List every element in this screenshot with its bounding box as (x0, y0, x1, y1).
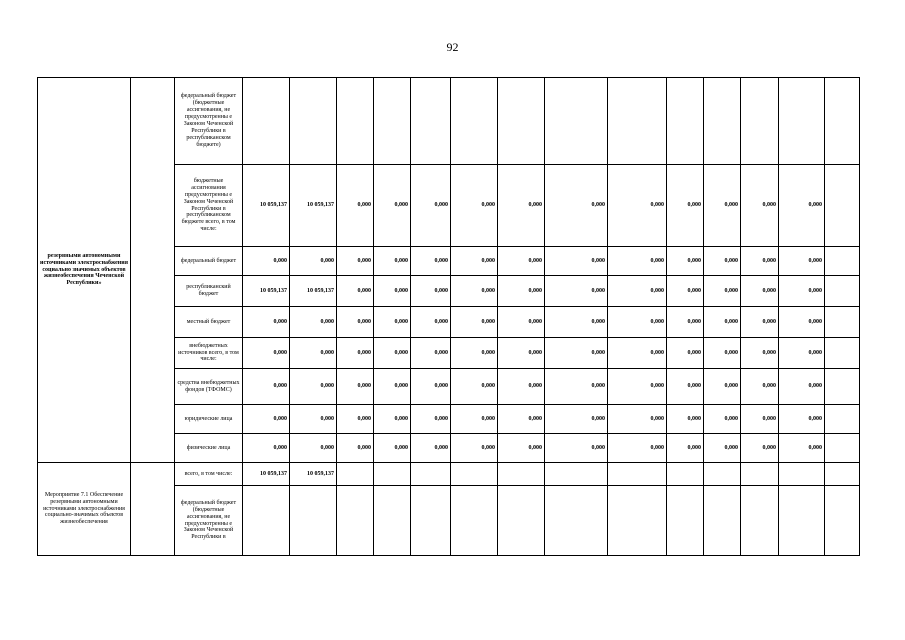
value-cell: 0,000 (337, 276, 374, 307)
funding-source-cell: республиканский бюджет (175, 276, 243, 307)
value-cell: 0,000 (243, 307, 290, 338)
value-cell: 0,000 (374, 276, 411, 307)
value-cell: 0,000 (498, 307, 545, 338)
value-cell (741, 463, 779, 486)
value-cell (498, 486, 545, 556)
value-cell: 0,000 (608, 405, 667, 434)
value-cell (825, 276, 860, 307)
value-cell: 0,000 (411, 405, 451, 434)
value-cell: 0,000 (741, 307, 779, 338)
value-cell: 0,000 (337, 307, 374, 338)
page-number: 92 (446, 40, 459, 54)
value-cell (608, 486, 667, 556)
value-cell: 0,000 (498, 338, 545, 369)
value-cell: 0,000 (411, 247, 451, 276)
value-cell (451, 486, 498, 556)
value-cell (545, 486, 608, 556)
value-cell: 0,000 (741, 165, 779, 247)
value-cell: 0,000 (451, 276, 498, 307)
value-cell (667, 463, 704, 486)
value-cell: 0,000 (779, 165, 825, 247)
value-cell (545, 463, 608, 486)
value-cell (451, 463, 498, 486)
value-cell (374, 463, 411, 486)
value-cell: 0,000 (704, 247, 741, 276)
value-cell (741, 486, 779, 556)
value-cell (825, 369, 860, 405)
value-cell: 0,000 (545, 405, 608, 434)
value-cell: 0,000 (374, 434, 411, 463)
value-cell: 0,000 (374, 247, 411, 276)
value-cell: 0,000 (704, 276, 741, 307)
value-cell: 0,000 (545, 165, 608, 247)
value-cell (825, 247, 860, 276)
value-cell: 0,000 (779, 369, 825, 405)
value-cell: 0,000 (411, 276, 451, 307)
value-cell: 0,000 (704, 405, 741, 434)
value-cell: 0,000 (498, 165, 545, 247)
value-cell: 0,000 (667, 434, 704, 463)
value-cell: 0,000 (243, 247, 290, 276)
value-cell: 10 059,137 (243, 276, 290, 307)
value-cell (498, 78, 545, 165)
value-cell: 0,000 (374, 165, 411, 247)
value-cell (337, 463, 374, 486)
value-cell: 0,000 (667, 247, 704, 276)
value-cell: 0,000 (411, 307, 451, 338)
value-cell: 0,000 (498, 276, 545, 307)
value-cell: 0,000 (741, 247, 779, 276)
value-cell (337, 78, 374, 165)
value-cell: 0,000 (374, 338, 411, 369)
value-cell (825, 434, 860, 463)
value-cell: 0,000 (779, 434, 825, 463)
value-cell (825, 463, 860, 486)
value-cell: 0,000 (545, 247, 608, 276)
value-cell (704, 486, 741, 556)
value-cell: 0,000 (243, 405, 290, 434)
value-cell: 0,000 (704, 338, 741, 369)
value-cell: 0,000 (337, 369, 374, 405)
value-cell: 0,000 (451, 405, 498, 434)
value-cell (290, 486, 337, 556)
value-cell: 0,000 (741, 276, 779, 307)
value-cell: 0,000 (667, 307, 704, 338)
value-cell: 0,000 (667, 165, 704, 247)
funding-source-cell: федеральный бюджет (бюджетные ассигнования, не предусмотренны е Законом Чеченской Республики в (175, 486, 243, 556)
blank-cell (131, 78, 175, 463)
value-cell: 0,000 (704, 307, 741, 338)
value-cell: 0,000 (337, 405, 374, 434)
value-cell: 0,000 (704, 434, 741, 463)
value-cell: 0,000 (243, 338, 290, 369)
value-cell (667, 78, 704, 165)
funding-source-cell: средства внебюджетных фондов (ТФОМС) (175, 369, 243, 405)
value-cell: 0,000 (498, 434, 545, 463)
value-cell: 0,000 (337, 165, 374, 247)
value-cell: 0,000 (608, 369, 667, 405)
value-cell (704, 78, 741, 165)
value-cell: 10 059,137 (290, 276, 337, 307)
value-cell: 10 059,137 (243, 463, 290, 486)
value-cell: 0,000 (290, 369, 337, 405)
value-cell: 0,000 (779, 276, 825, 307)
funding-source-cell: местный бюджет (175, 307, 243, 338)
value-cell (825, 165, 860, 247)
event-name-cell: Мероприятие 7.1 Обеспечение резервными автономными источниками электроснабжения социально-значимых объектов жизнеобеспечения (38, 463, 131, 556)
value-cell: 0,000 (290, 405, 337, 434)
value-cell (667, 486, 704, 556)
value-cell: 0,000 (779, 307, 825, 338)
value-cell (825, 486, 860, 556)
value-cell (498, 463, 545, 486)
value-cell: 0,000 (741, 434, 779, 463)
value-cell: 0,000 (779, 405, 825, 434)
value-cell: 0,000 (243, 369, 290, 405)
value-cell: 0,000 (411, 338, 451, 369)
funding-source-cell: всего, в том числе: (175, 463, 243, 486)
value-cell (337, 486, 374, 556)
value-cell: 0,000 (608, 247, 667, 276)
funding-source-cell: бюджетные ассигнования предусмотренны е Законом Чеченской Республики в республиканском бюджете всего, в том числе: (175, 165, 243, 247)
value-cell (825, 78, 860, 165)
value-cell: 0,000 (290, 434, 337, 463)
value-cell: 0,000 (704, 165, 741, 247)
value-cell: 0,000 (290, 338, 337, 369)
value-cell: 0,000 (545, 276, 608, 307)
value-cell: 0,000 (451, 165, 498, 247)
value-cell: 0,000 (608, 165, 667, 247)
value-cell: 0,000 (741, 405, 779, 434)
value-cell: 0,000 (704, 369, 741, 405)
value-cell: 0,000 (337, 338, 374, 369)
value-cell: 0,000 (411, 369, 451, 405)
value-cell: 0,000 (451, 307, 498, 338)
value-cell: 0,000 (337, 247, 374, 276)
table-row (38, 78, 860, 165)
value-cell: 0,000 (411, 165, 451, 247)
value-cell: 0,000 (545, 338, 608, 369)
value-cell: 0,000 (498, 247, 545, 276)
funding-source-cell: физические лица (175, 434, 243, 463)
value-cell (411, 78, 451, 165)
value-cell: 0,000 (451, 434, 498, 463)
value-cell: 0,000 (545, 369, 608, 405)
budget-table (37, 77, 860, 556)
value-cell (608, 463, 667, 486)
value-cell: 0,000 (374, 307, 411, 338)
value-cell (374, 486, 411, 556)
value-cell (779, 486, 825, 556)
value-cell (741, 78, 779, 165)
value-cell (374, 78, 411, 165)
value-cell (451, 78, 498, 165)
funding-source-cell: юридические лица (175, 405, 243, 434)
value-cell: 0,000 (290, 247, 337, 276)
funding-source-cell: федеральный бюджет (бюджетные ассигнования, не предусмотренны е Законом Чеченской Республики в республиканском бюджете) (175, 78, 243, 165)
value-cell (779, 78, 825, 165)
value-cell (825, 405, 860, 434)
value-cell: 0,000 (741, 369, 779, 405)
funding-source-cell: внебюджетных источников всего, в том числе: (175, 338, 243, 369)
value-cell: 0,000 (667, 276, 704, 307)
value-cell (779, 463, 825, 486)
value-cell: 0,000 (498, 405, 545, 434)
value-cell: 0,000 (545, 307, 608, 338)
value-cell (411, 463, 451, 486)
value-cell: 10 059,137 (290, 165, 337, 247)
value-cell: 0,000 (779, 247, 825, 276)
value-cell (825, 307, 860, 338)
value-cell: 0,000 (411, 434, 451, 463)
event-name-cell: резервными автономными источниками электроснабжения социально значимых объектов жизнеобеспечения Чеченской Республики» (38, 78, 131, 463)
value-cell: 10 059,137 (243, 165, 290, 247)
value-cell (608, 78, 667, 165)
value-cell: 10 059,137 (290, 463, 337, 486)
value-cell (243, 486, 290, 556)
value-cell: 0,000 (608, 276, 667, 307)
value-cell: 0,000 (451, 369, 498, 405)
funding-source-cell: федеральный бюджет (175, 247, 243, 276)
value-cell: 0,000 (451, 247, 498, 276)
value-cell: 0,000 (451, 338, 498, 369)
value-cell: 0,000 (374, 369, 411, 405)
table-row (38, 463, 860, 486)
value-cell (243, 78, 290, 165)
value-cell: 0,000 (374, 405, 411, 434)
value-cell (704, 463, 741, 486)
value-cell: 0,000 (667, 338, 704, 369)
value-cell: 0,000 (498, 369, 545, 405)
blank-cell (131, 463, 175, 556)
value-cell: 0,000 (545, 434, 608, 463)
value-cell: 0,000 (608, 434, 667, 463)
value-cell: 0,000 (290, 307, 337, 338)
value-cell (290, 78, 337, 165)
value-cell: 0,000 (779, 338, 825, 369)
value-cell: 0,000 (667, 405, 704, 434)
value-cell (411, 486, 451, 556)
value-cell: 0,000 (741, 338, 779, 369)
value-cell: 0,000 (608, 307, 667, 338)
value-cell (545, 78, 608, 165)
value-cell: 0,000 (667, 369, 704, 405)
value-cell: 0,000 (243, 434, 290, 463)
value-cell (825, 338, 860, 369)
value-cell: 0,000 (337, 434, 374, 463)
value-cell: 0,000 (608, 338, 667, 369)
